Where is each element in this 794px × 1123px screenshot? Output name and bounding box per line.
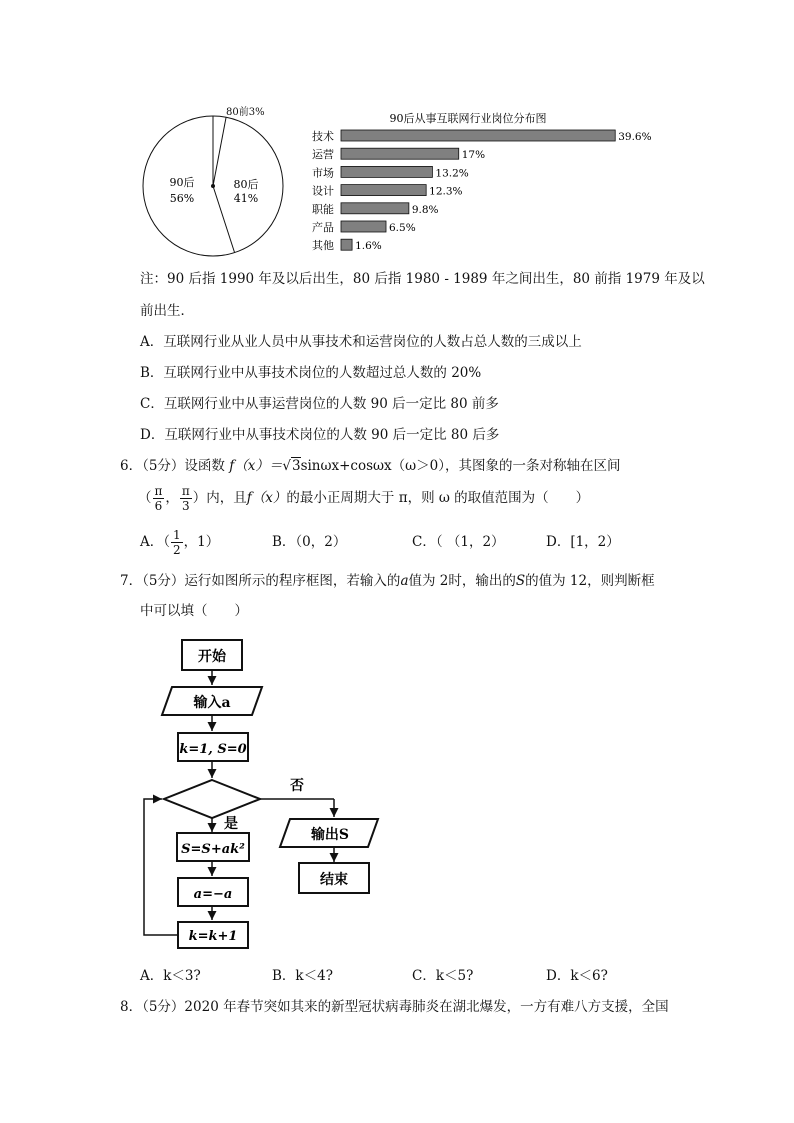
bar: [341, 221, 386, 232]
q6-optA-frac: [171, 528, 183, 557]
note-line2: 前出生．: [140, 303, 194, 319]
q6-optA-num: 1: [173, 528, 181, 542]
q6-option-b: B．（0，2）: [272, 534, 347, 550]
flow-output-text: 输出S: [310, 827, 350, 843]
q6-frac-pi-3: [180, 484, 192, 513]
q5-option-a: A．互联网行业从业人员中从事技术和运营岗位的人数占总人数的三成以上: [140, 334, 582, 350]
q6-frac1-den: 6: [154, 499, 163, 513]
bar-category-label: 运营: [312, 148, 334, 162]
bar: [341, 130, 615, 141]
q6-optA-pre: A．（: [140, 534, 170, 550]
q7-var-s: S: [515, 573, 526, 589]
pie-label-80qian: 80前3%: [226, 107, 265, 118]
q6-optA-den: 2: [173, 543, 181, 557]
q6-sqrt3: 3: [291, 458, 301, 474]
q7-option-a: A．k＜3?: [140, 968, 201, 984]
q6-option-d: D．[1，2）: [546, 534, 620, 550]
flow-init-text: k=1, S=0: [179, 742, 247, 757]
bar-value-label: 39.6%: [618, 131, 652, 143]
bar: [341, 203, 409, 214]
pie-label-90-name: 90后: [169, 176, 195, 189]
pie-center: [211, 184, 215, 188]
bar-category-label: 设计: [312, 184, 334, 198]
flow-step3-text: k=k+1: [188, 929, 238, 944]
bar-category-label: 市场: [312, 166, 334, 180]
flow-yes-label: 是: [224, 816, 238, 832]
q6-frac2-den: 3: [182, 499, 190, 513]
q6-frac2-num: π: [181, 484, 190, 498]
q8-line1: 8．（5分）2020 年春节突如其来的新型冠状病毒肺炎在湖北爆发，一方有难八方支援，全国: [120, 999, 669, 1015]
bar-value-label: 1.6%: [355, 240, 382, 253]
flow-decision: [164, 780, 260, 818]
bar-value-label: 13.2%: [435, 167, 469, 180]
pie-label-80-name: 80后: [233, 178, 259, 191]
q7-line2: 中可以填（ ）: [140, 603, 248, 619]
q6-optA-post: ，1）: [183, 534, 220, 550]
q6-line2-rest: ）内，且: [192, 490, 247, 506]
bar: [341, 148, 459, 159]
pie-label-90-value: 56%: [169, 192, 195, 205]
bar: [341, 185, 426, 196]
q5-option-d: D．互联网行业中从事技术岗位的人数 90 后一定比 80 后多: [140, 427, 500, 443]
bar-category-label: 职能: [312, 202, 334, 216]
q6-frac-pi-6: [153, 484, 165, 513]
q6-line2-f: f（x）: [246, 490, 287, 506]
flow-input-text: 输入a: [193, 695, 231, 711]
q7-option-c: C．k＜5?: [412, 968, 474, 984]
q6-paren-open: （: [138, 490, 152, 506]
q5-option-b: B．互联网行业中从事技术岗位的人数超过总人数的 20%: [140, 365, 482, 381]
q7-var-a: a: [400, 573, 409, 589]
pie-chart: [140, 110, 290, 260]
q6-frac1-num: π: [154, 484, 163, 498]
q7-line1-c: 的值为 12，则判断框: [525, 573, 655, 589]
flow-step1-text: S=S+ak²: [181, 842, 245, 857]
q6-number: 6．（5分）设函数: [120, 458, 225, 474]
flow-end-text: 结束: [320, 872, 348, 888]
flow-step2-text: a=−a: [193, 887, 233, 902]
bar: [341, 166, 432, 177]
q6-comma: ，: [165, 490, 179, 506]
pie-label-80-value: 41%: [233, 192, 259, 205]
bar-chart: [305, 108, 670, 258]
bar-value-label: 17%: [461, 149, 486, 162]
q7-line1-a: 7．（5分）运行如图所示的程序框图，若输入的: [120, 573, 401, 589]
flow-start-text: 开始: [198, 649, 226, 665]
bar-category-label: 技术: [312, 130, 334, 143]
q7-line1: [120, 572, 655, 590]
q7-line1-b: 值为 2时，输出的: [408, 573, 516, 589]
q6-line2: [138, 483, 589, 513]
q7-option-d: D．k＜6?: [546, 968, 608, 984]
bar-value-label: 12.3%: [429, 185, 463, 198]
bar-category-label: 其他: [312, 239, 334, 253]
q6-f: f（x）＝: [229, 458, 283, 474]
flow-no-label: 否: [290, 778, 304, 794]
q5-option-c: C．互联网行业中从事运营岗位的人数 90 后一定比 80 前多: [140, 396, 499, 412]
bar-chart-title: 90后从事互联网行业岗位分布图: [389, 112, 547, 125]
note-line1: 注：90 后指 1990 年及以后出生，80 后指 1980 - 1989 年之间出生，80 前指 1979 年及以: [140, 271, 705, 287]
bar-category-label: 产品: [312, 221, 334, 234]
bar-value-label: 6.5%: [389, 222, 416, 234]
bar-value-label: 9.8%: [411, 203, 439, 216]
q6-option-a: [140, 527, 219, 557]
q6-line2-tail: 的最小正周期大于 π，则 ω 的取值范围为（ ）: [286, 490, 590, 506]
q6-option-c: C．（ （1，2）: [412, 534, 505, 550]
q6-expr: sinωx+cosωx（ω＞0），其图象的一条对称轴在区间: [300, 458, 621, 474]
q6-line1: 6．（5分）设函数 f（x）＝√3sinωx+cosωx（ω＞0），其图象的一条对称轴在区间: [120, 458, 621, 474]
flowchart: [140, 635, 380, 950]
bar: [341, 239, 352, 250]
q7-option-b: B．k＜4?: [272, 968, 333, 984]
